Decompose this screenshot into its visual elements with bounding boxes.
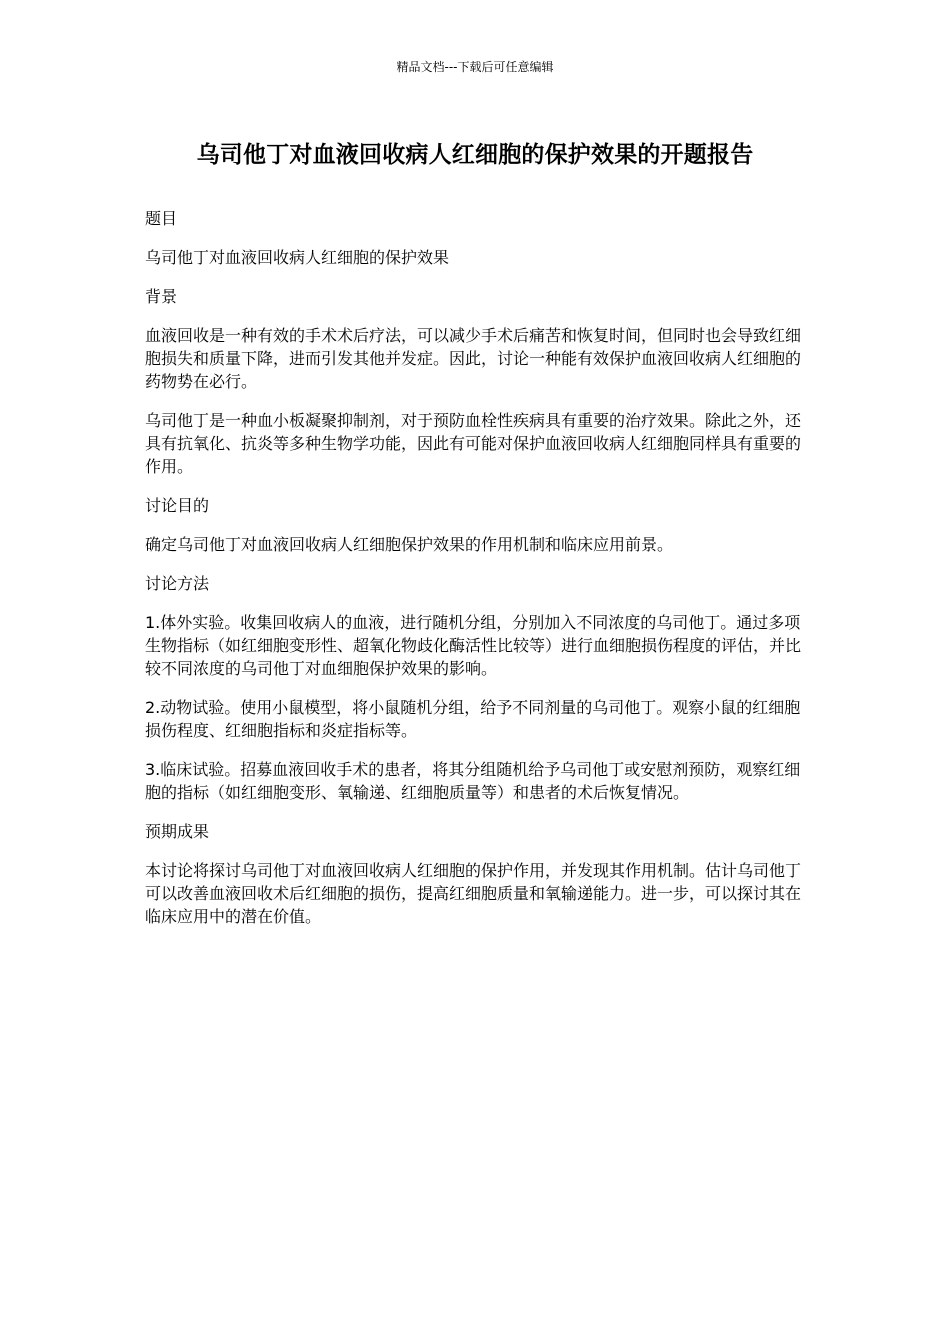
topic-heading: 题目: [145, 209, 178, 228]
method-heading: 讨论方法: [145, 574, 210, 593]
background-paragraph-2: 乌司他丁是一种血小板凝聚抑制剂，对于预防血栓性疾病具有重要的治疗效果。除此之外，还具有抗氧化、抗炎等多种生物学功能，因此有可能对保护血液回收病人红细胞同样具有重要的作用。: [145, 411, 802, 476]
purpose-heading: 讨论目的: [145, 496, 210, 515]
method-item-3: 3.临床试验。招募血液回收手术的患者，将其分组随机给予乌司他丁或安慰剂预防，观察红细胞的指标（如红细胞变形、氧输递、红细胞质量等）和患者的术后恢复情况。: [145, 760, 801, 802]
outcome-heading: 预期成果: [145, 822, 210, 841]
topic-text: 乌司他丁对血液回收病人红细胞的保护效果: [145, 248, 450, 267]
background-paragraph-1: 血液回收是一种有效的手术术后疗法，可以减少手术后痛苦和恢复时间，但同时也会导致红细胞损失和质量下降，进而引发其他并发症。因此，讨论一种能有效保护血液回收病人红细胞的药物势在必行。: [145, 326, 802, 391]
document-title: 乌司他丁对血液回收病人红细胞的保护效果的开题报告: [196, 142, 754, 168]
document-body: [145, 207, 810, 944]
method-item-1: 1.体外实验。收集回收病人的血液，进行随机分组，分别加入不同浓度的乌司他丁。通过多项生物指标（如红细胞变形性、超氧化物歧化酶活性比较等）进行血细胞损伤程度的评估，并比较不同浓度的乌司他丁对血细胞保护效果的影响。: [145, 613, 802, 678]
outcome-text: 本讨论将探讨乌司他丁对血液回收病人红细胞的保护作用，并发现其作用机制。估计乌司他丁可以改善血液回收术后红细胞的损伤，提高红细胞质量和氧输递能力。进一步，可以探讨其在临床应用中的潜在价值。: [145, 861, 802, 926]
purpose-text: 确定乌司他丁对血液回收病人红细胞保护效果的作用机制和临床应用前景。: [145, 535, 674, 554]
background-heading: 背景: [145, 287, 178, 306]
header-note: 精品文档---下载后可任意编辑: [396, 60, 554, 74]
method-item-2: 2.动物试验。使用小鼠模型，将小鼠随机分组，给予不同剂量的乌司他丁。观察小鼠的红细胞损伤程度、红细胞指标和炎症指标等。: [145, 698, 801, 740]
